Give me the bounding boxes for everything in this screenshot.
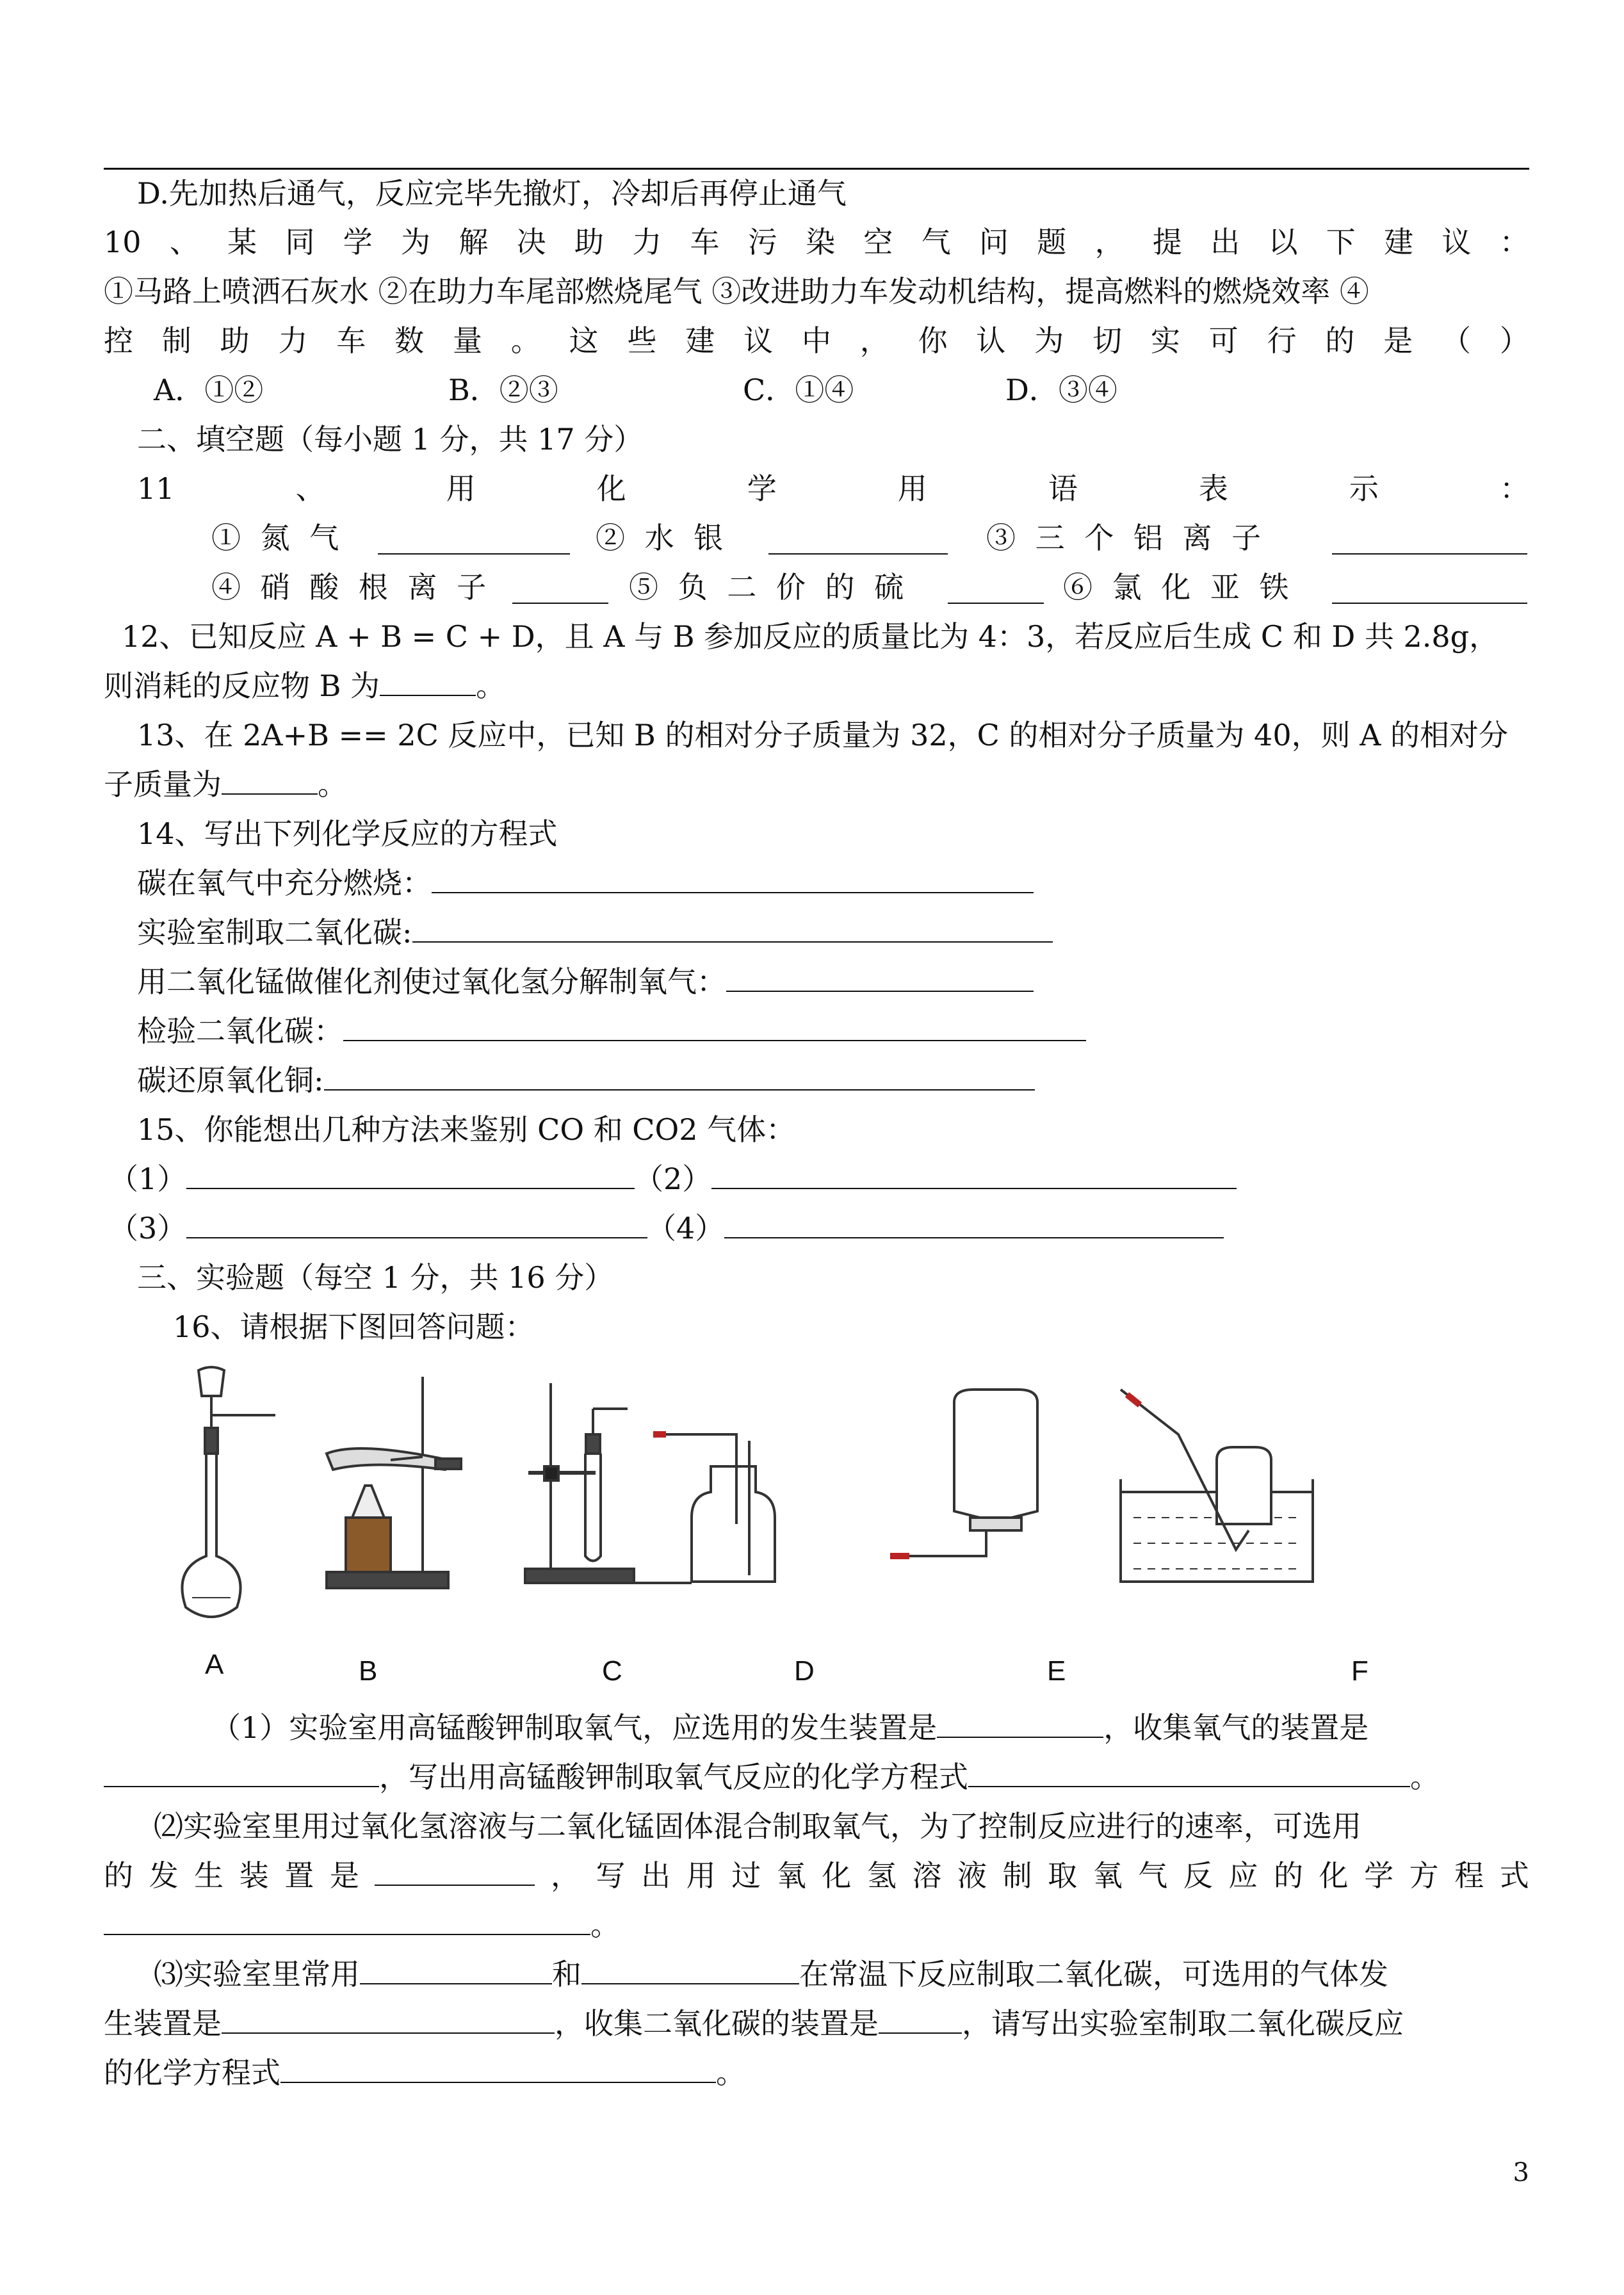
q16-2-line2-char: 的 [104,1858,133,1893]
q16-1-line1 [211,1708,1624,1747]
q15-title: 15、你能想出几种方法来鉴别 CO 和 CO2 气体： [137,1112,796,1147]
q16-2-line2-char: 是 [329,1858,359,1893]
q15-item-1 [109,1160,635,1198]
q10-line3 [104,321,1529,360]
q16-3-text-b: 和 [552,1957,581,1991]
q14-blank-1[interactable] [432,864,1034,893]
q11-blank-6[interactable] [1332,574,1527,604]
apparatus-b-heating [327,1377,461,1588]
q12-blank[interactable] [380,667,476,696]
q10-line1-char: 车 [690,225,720,259]
q10-line1-char: 某 [227,225,257,259]
q16-2-line2-char: 反 [1183,1858,1213,1893]
q14-blank-4[interactable] [343,1012,1086,1041]
q14-item-4 [137,1012,1563,1050]
q10-line1-char: 出 [1210,225,1240,259]
q11-blank-5[interactable] [948,574,1044,604]
q16-2-end: 。 [590,1908,620,1942]
q10-line3-char: 的 [1325,323,1355,358]
q16-2-line2-char: 用 [686,1858,716,1893]
q14-blank-5[interactable] [324,1061,1035,1091]
q16-1-blank-1[interactable] [937,1708,1103,1738]
q16-2-line2-char: 氧 [1092,1858,1123,1893]
q11-title-char: 、 [295,471,325,506]
q10-line3-char: 实 [1150,323,1180,358]
q10-line1-char: 以 [1268,225,1298,259]
q10-line1-char: 解 [459,225,489,259]
q11-blank-3[interactable] [1332,525,1527,555]
q16-2-line2-char: 取 [1048,1858,1078,1893]
q10-line3-char: 行 [1267,323,1297,358]
apparatus-e-bottle [890,1390,1037,1556]
q16-2-line2 [104,1856,1529,1895]
q16-2-line3 [104,1906,1529,1944]
q16-2-line2-char: 装 [239,1858,269,1893]
q11-title-char: 11 [137,471,175,506]
q11-title-char: 化 [596,471,626,506]
q11-item-6: ⑥ 氯 化 亚 铁 [1063,570,1294,604]
q11-item-4: ④ 硝 酸 根 离 子 [211,570,492,604]
q10-line3-char: 。 [510,323,540,358]
q14-blank-3[interactable] [726,962,1034,992]
apparatus-label-a: A [205,1649,224,1680]
apparatus-label-d: D [794,1655,815,1687]
q11-blank-1[interactable] [378,525,570,555]
q15-item-2 [634,1160,1237,1198]
q10-line3-char: 这 [569,323,599,358]
q16-2-line2-char: 程 [1454,1858,1484,1893]
q10-option-a: A．①② [154,373,264,407]
q10-line1-char: ： [1499,225,1529,259]
apparatus-label-c: C [602,1655,622,1687]
q10-line3-char: 数 [394,323,425,358]
q16-3-text-f: ，请写出实验室制取二氧化碳反应 [962,2006,1404,2041]
q15-item-4-label: （4） [647,1211,725,1245]
q10-line1-char: 学 [343,225,373,259]
q9-option-d: D.先加热后通气，反应完毕先撤灯，冷却后再停止通气 [137,176,847,211]
q11-title-char: ： [1499,471,1529,506]
apparatus-label-b: B [359,1655,378,1687]
q10-line3-char: 力 [278,323,308,358]
q10-option-b: B．②③ [448,373,558,407]
q10-line2: ①马路上喷洒石灰水 ②在助力车尾部燃烧尾气 ③改进助力车发动机结构，提高燃料的燃烧效率 ④ [104,274,1369,309]
q16-3-text-e: ，收集二氧化碳的装置是 [555,2006,879,2041]
q16-2-line2-char: 氧 [776,1858,806,1893]
q11-title-char: 语 [1048,471,1078,506]
q16-2-line2-char: 液 [957,1858,987,1893]
q10-line1-char: ， [1094,225,1125,259]
q16-2-line2-char: 应 [1228,1858,1258,1893]
q10-line1-char: 同 [285,225,315,259]
q11-item-2: ② 水 银 [596,521,729,555]
q10-line1-char: 提 [1152,225,1182,259]
q16-3-blank-3[interactable] [222,2004,555,2034]
q15-item-4 [647,1209,1224,1247]
q10-line1-char: 问 [979,225,1009,259]
q13-blank[interactable] [222,765,318,795]
q16-1-blank-2[interactable] [104,1758,379,1787]
q16-2-line2-char: 置 [284,1858,314,1893]
q16-1-text-a: （1）实验室用高锰酸钾制取氧气，应选用的发生装置是 [211,1710,938,1745]
apparatus-c-stand [525,1383,692,1583]
q11-title-char: 用 [446,471,476,506]
q16-3-blank-4[interactable] [879,2004,962,2034]
q10-line3-char: 为 [1034,323,1064,358]
q16-3-line2 [104,2004,1529,2043]
q16-3-line3 [104,2054,1529,2092]
q10-line1-char: 议 [1441,225,1472,259]
q10-line3-char: ） [1499,323,1529,358]
q10-line3-char: 些 [627,323,657,358]
q15-item-2-label: （2） [634,1162,712,1196]
q10-line1-char: 助 [574,225,604,259]
q14-item-2 [137,913,1563,952]
q10-line3-char: （ [1441,323,1472,358]
q15-item-1-label: （1） [109,1162,187,1196]
q14-item-5 [137,1061,1563,1099]
q14-blank-2[interactable] [412,913,1053,943]
q11-title-char: 表 [1198,471,1228,506]
q10-line1-char: 为 [401,225,431,259]
apparatus-a-flask [182,1367,275,1617]
q16-3-end: 。 [716,2056,745,2090]
q12-line1: 12、已知反应 A + B = C + D，且 A 与 B 参加反应的质量比为 4：3，若反应后生成 C 和 D 共 2.8g， [122,619,1499,654]
q14-item-1 [137,864,1563,902]
q10-line1-char: 10 [104,225,142,259]
q16-1-blank-3[interactable] [968,1758,1410,1787]
q11-blank-2[interactable] [768,525,948,555]
q16-1-line2 [104,1758,1529,1796]
q16-2-line2-char: ， [550,1858,580,1893]
q16-2-line2-char: 化 [822,1858,852,1893]
q11-title-char: 学 [747,471,777,506]
q16-1-end: 。 [1410,1760,1440,1794]
q11-blank-4[interactable] [512,574,608,604]
q10-line1-char: 空 [863,225,893,259]
q16-2-line2-char: 生 [194,1858,224,1893]
q10-line3-char: 中 [801,323,831,358]
q15-blank-4[interactable] [724,1209,1224,1238]
q16-2-line2-char: 过 [731,1858,761,1893]
q11-title [137,469,1529,508]
q16-2-line2-char: 气 [1138,1858,1168,1893]
q15-blank-3[interactable] [186,1209,647,1238]
q14-title: 14、写出下列化学反应的方程式 [137,816,558,851]
q15-item-3 [109,1209,647,1247]
q16-2-line1: ⑵实验室里用过氧化氢溶液与二氧化锰固体混合制取氧气，为了控制反应进行的速率，可选用 [154,1809,1361,1844]
q10-line3-char: 认 [976,323,1006,358]
q10-line3-char: 量 [452,323,482,358]
page-number: 3 [1513,2158,1529,2187]
q10-line1-char: 决 [516,225,546,259]
q16-2-line2-char: 写 [596,1858,626,1893]
apparatus-d-bottle [653,1434,775,1582]
q10-line3-char: 控 [104,323,133,358]
q11-title-char: 示 [1349,471,1379,506]
q16-3-line1 [154,1955,1579,1993]
q16-3-blank-5[interactable] [280,2054,716,2083]
q10-line3-char: 你 [918,323,948,358]
apparatus-label-f: F [1351,1655,1368,1687]
q10-line1-char: 建 [1384,225,1414,259]
q10-line3-char: ， [859,323,889,358]
q13-end: 。 [318,767,347,802]
q12-end: 。 [476,669,506,703]
q14-item-3-label: 用二氧化锰做催化剂使过氧化氢分解制氧气： [137,964,726,999]
apparatus-f-trough [1121,1390,1313,1582]
q15-blank-1[interactable] [186,1160,635,1189]
q10-option-c: C．①④ [743,373,854,407]
q16-3-blank-1[interactable] [360,1955,552,1984]
q12-line2 [104,667,1529,705]
q10-line1-char: 下 [1326,225,1356,259]
q13-text: 子质量为 [104,767,222,802]
apparatus-label-e: E [1047,1655,1066,1687]
q14-item-4-label: 检验二氧化碳： [137,1014,343,1048]
header-rule [104,168,1529,170]
q14-item-3 [137,962,1563,1001]
apparatus-figure [179,1364,1460,1633]
q16-2-blank-2[interactable] [104,1906,590,1935]
q10-option-d: D．③④ [1005,373,1117,407]
q14-item-2-label: 实验室制取二氧化碳: [137,915,412,950]
q10-line1-char: 染 [806,225,836,259]
q10-line3-char: 制 [161,323,191,358]
q10-line3-char: 议 [743,323,774,358]
q10-line1-char: 气 [921,225,951,259]
q10-line3-char: 车 [336,323,366,358]
q10-line3-char: 可 [1208,323,1238,358]
section-2-title: 二、填空题（每小题 1 分，共 17 分） [137,422,644,457]
q12-text: 则消耗的反应物 B 为 [104,669,380,703]
q16-2-line2-char: 化 [1319,1858,1349,1893]
q11-item-1: ① 氮 气 [211,521,345,555]
section-3-title: 三、实验题（每空 1 分，共 16 分） [137,1260,614,1295]
q10-line1-char: 力 [632,225,662,259]
q10-line3-char: 建 [685,323,715,358]
q10-line3-char: 切 [1092,323,1123,358]
q16-2-line2-char: 制 [1002,1858,1032,1893]
q13-line2 [104,765,1529,804]
q15-item-3-label: （3） [109,1211,187,1245]
q16-2-line2-char: 溶 [912,1858,942,1893]
q16-3-text-d: 生装置是 [104,2006,222,2041]
q16-2-line2-char: 氢 [866,1858,897,1893]
q15-blank-2[interactable] [711,1160,1237,1189]
q16-2-line2-char: 的 [1273,1858,1303,1893]
q16-2-line2-char: 方 [1409,1858,1439,1893]
q16-title: 16、请根据下图回答问题： [173,1310,535,1344]
q16-3-blank-2[interactable] [581,1955,799,1984]
q16-2-blank-1[interactable] [375,1856,535,1886]
q11-item-5: ⑤ 负 二 价 的 硫 [629,570,909,604]
q10-line3-char: 助 [220,323,250,358]
q11-title-char: 用 [897,471,927,506]
q10-line1-char: 题 [1037,225,1067,259]
q13-line1: 13、在 2A+B == 2C 反应中，已知 B 的相对分子质量为 32，C 的相对分子质量为 40，则 A 的相对分 [137,718,1509,752]
q16-1-text-b: ，收集氧气的装置是 [1103,1710,1369,1745]
q14-item-1-label: 碳在氧气中充分燃烧： [137,866,432,900]
q11-item-3: ③ 三 个 铝 离 子 [986,521,1267,555]
q16-2-line2-char: 式 [1499,1858,1529,1893]
q10-line1-char: 污 [747,225,777,259]
q10-line1 [104,223,1529,261]
q10-line1-char: 、 [169,225,199,259]
q16-1-text-c: ，写出用高锰酸钾制取氧气反应的化学方程式 [379,1760,968,1794]
q16-2-line2-char: 出 [641,1858,671,1893]
q16-3-text-a: ⑶实验室里常用 [154,1957,360,1991]
q10-line3-char: 是 [1383,323,1413,358]
q16-2-line2-char: 发 [149,1858,179,1893]
q16-3-text-g: 的化学方程式 [104,2056,280,2090]
q14-item-5-label: 碳还原氧化铜: [137,1063,324,1098]
q16-2-line2-char: 学 [1364,1858,1394,1893]
q16-3-text-c: 在常温下反应制取二氧化碳，可选用的气体发 [799,1957,1388,1991]
